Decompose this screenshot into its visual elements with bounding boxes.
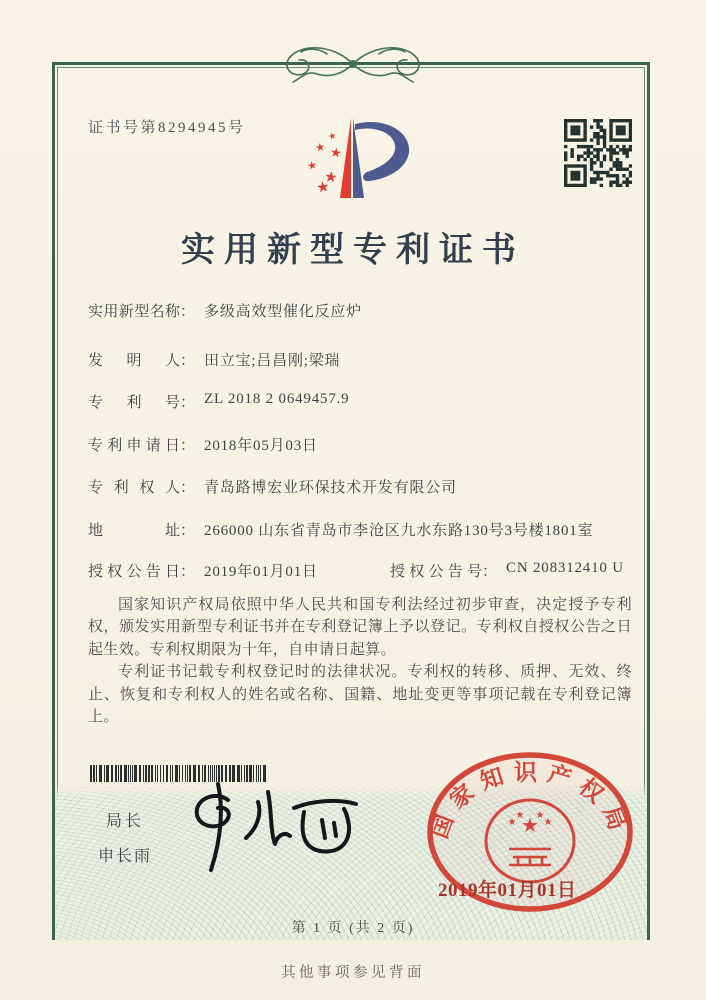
top-border-ornament-icon [243,40,463,88]
field-value: 2019年01月01日 [204,564,318,580]
legal-paragraph: 专利证书记载专利权登记时的法律状况。专利权的转移、质押、无效、终止、恢复和专利权人的姓名或名称、国籍、地址变更等事项记载在专利登记簿上。 [88,664,632,726]
seal-ring-text: 国家知识产权局 [426,760,634,842]
legal-paragraph: 国家知识产权局依照中华人民共和国专利法经过初步审查，决定授予专利权，颁发实用新型专利证书并在专利登记簿上予以登记。专利权自授权公告之日起生效。专利权期限为十年，自申请日起算。 [88,597,632,658]
colon: ： [482,564,498,580]
field-label: 授权公告号 [390,564,482,580]
seal-date: 2019年01月01日 [438,880,577,901]
colon: ： [180,438,196,454]
field-label: 专利申请日 [88,438,180,454]
signer-title: 局长 [106,813,145,830]
field-row-patentee [88,476,636,498]
field-row-address [88,519,636,541]
certificate-title: 实用新型专利证书 [181,232,525,269]
colon: ： [180,304,196,320]
svg-text:★: ★ [327,131,338,143]
colon: ： [180,480,196,496]
field-row-inventors [88,349,636,371]
qr-code-icon [564,119,632,187]
field-label: 实用新型名称 [88,304,180,320]
svg-text:★: ★ [515,810,525,821]
field-label: 专利号 [88,395,180,411]
field-label: 地址 [88,523,180,539]
svg-text:★: ★ [521,813,539,837]
field-value: 田立宝;吕昌刚;梁瑞 [204,353,341,369]
field-row-patent-number [88,391,636,413]
field-value: 266000 山东省青岛市李沧区九水东路130号3号楼1801室 [204,523,594,539]
field-row-filing-date [88,434,636,456]
svg-text:★: ★ [507,817,517,828]
svg-text:★: ★ [305,158,319,173]
field-label: 授权公告日 [88,564,180,580]
field-value: 多级高效型催化反应炉 [204,304,363,320]
field-grant-gazette-number [390,560,624,581]
svg-text:★: ★ [314,140,327,155]
svg-text:★: ★ [535,810,545,821]
field-label: 发明人 [88,353,180,369]
page-indicator: 第 1 页 (共 2 页) [291,921,415,936]
colon: ： [180,564,196,580]
legal-text-block [88,594,632,728]
cnipa-logo-icon [293,108,417,208]
svg-text:★: ★ [543,817,553,828]
colon: ： [180,523,196,539]
handwritten-signature-icon [182,778,377,878]
svg-text:★: ★ [328,145,343,162]
svg-text:★: ★ [323,167,339,187]
field-value: 青岛路博宏业环保技术开发有限公司 [204,480,457,496]
colon: ： [180,353,196,369]
signer-name: 申长雨 [98,848,153,865]
back-side-note: 其他事项参见背面 [281,965,425,981]
colon: ： [180,395,196,411]
certificate-number: 证书号第8294945号 [88,120,246,136]
field-value: 2018年05月03日 [204,438,318,454]
field-row-grant-date [88,560,636,582]
field-label: 专利权人 [88,480,180,496]
field-value: CN 208312410 U [506,560,624,576]
field-row-utility-model-name [88,300,636,322]
svg-text:★: ★ [315,177,331,197]
field-value: ZL 2018 2 0649457.9 [204,391,350,407]
